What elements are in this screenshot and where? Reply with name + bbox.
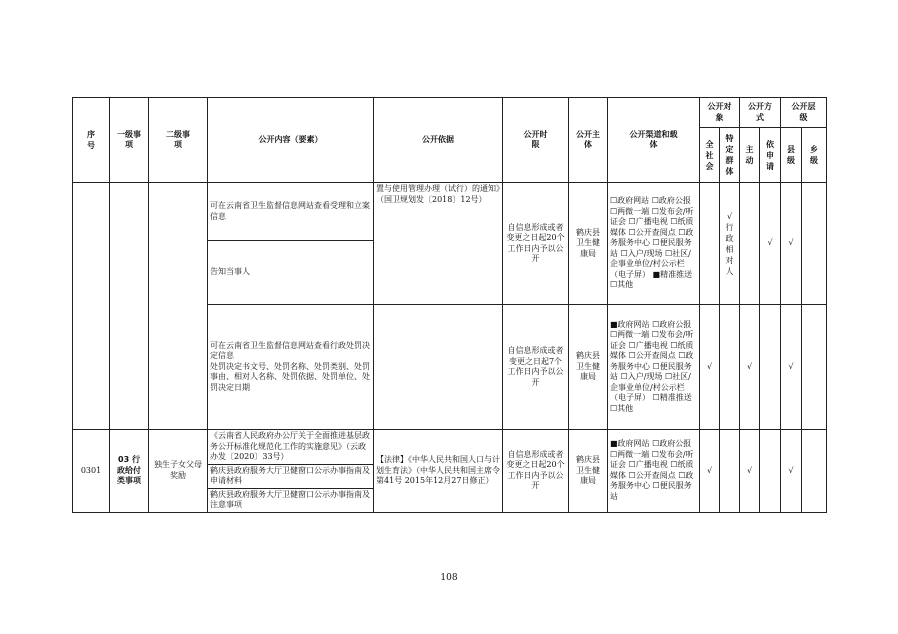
row3-mode-apply (760, 305, 781, 430)
row4-mode-apply (760, 430, 781, 513)
row4-target-specific (720, 430, 740, 513)
header-subject: 公开主体 (569, 98, 608, 183)
row3-content: 可在云南省卫生监督信息网站查看行政处罚决定信息 处罚决定书文号、处罚名称、处罚类别、处罚事由、相对人名称、处罚依据、处罚单位、处罚决定日期 (208, 305, 374, 430)
row4-basis: 【法律】《中华人民共和国人口与计划生育法》（中华人民共和国主席令第41号 2015年12月27日修正） (374, 430, 503, 513)
row4-content-c: 鹤庆县政府服务大厅卫健窗口公示办事指南及注意事项 (208, 488, 374, 512)
row1-content: 可在云南省卫生监督信息网站查看受理和立案信息 (208, 183, 374, 241)
cell-seq-empty (73, 183, 110, 430)
cell-level2-empty (149, 183, 208, 430)
header-target-all: 全社会 (700, 128, 720, 183)
row4-level-town (802, 430, 827, 513)
row3-basis-empty (374, 305, 503, 430)
header-channel: 公开渠道和载体 (608, 98, 700, 183)
page-number: 108 (440, 573, 458, 583)
row12-channels: ☐政府网站 ☐政府公报 ☐两微一端 ☐发布会/听证会 ☐广播电视 ☐纸质媒体 ☐公开查阅点 ☐政务服务中心 ☐便民服务站 ☐入户/现场 ☐社区/企事业单位/村公示栏（电子屏） ■精准推送 ☐其他 (608, 183, 700, 305)
row4-subject: 鹤庆县卫生健康局 (569, 430, 608, 513)
header-level1: 一级事项 (110, 98, 149, 183)
header-mode-apply: 依申请 (760, 128, 781, 183)
header-mode: 公开方式 (740, 98, 781, 128)
row4-level1: 03 行政给付类事项 (110, 430, 149, 513)
row4-target-all: √ (700, 430, 720, 513)
row12-mode-apply: √ (760, 183, 781, 305)
row3-channels: ■政府网站 ☐政府公报 ☐两微一端 ☐发布会/听证会 ☐广播电视 ☐纸质媒体 ☐公开查阅点 ☐政务服务中心 ☐便民服务站 ☐入户/现场 ☐社区/企事业单位/村公示栏（电子屏） ☐精准推送 ☐其他 (608, 305, 700, 430)
header-seq: 序号 (73, 98, 110, 183)
header-level-county: 县级 (781, 128, 802, 183)
row4-content-b: 鹤庆县政府服务大厅卫健窗口公示办事指南及申请材料 (208, 464, 374, 488)
row3-level-town (802, 305, 827, 430)
row12-time: 自信息形成或者变更之日起20个工作日内予以公开 (503, 183, 569, 305)
row3-level-county: √ (781, 305, 802, 430)
row4-level2: 独生子女父母奖励 (149, 430, 208, 513)
header-target: 公开对象 (700, 98, 740, 128)
row4-time: 自信息形成或者变更之日起20个工作日内予以公开 (503, 430, 569, 513)
disclosure-table (72, 97, 827, 513)
row4-level-county: √ (781, 430, 802, 513)
row12-subject: 鹤庆县卫生健康局 (569, 183, 608, 305)
header-level2: 二级事项 (149, 98, 208, 183)
row12-target-all (700, 183, 720, 305)
row3-subject: 鹤庆县卫生健康局 (569, 305, 608, 430)
header-time: 公开时限 (503, 98, 569, 183)
row4-channels: ■政府网站 ☐政府公报 ☐两微一端 ☐发布会/听证会 ☐广播电视 ☐纸质媒体 ☐公开查阅点 ☐政务服务中心 ☐便民服务站 (608, 430, 700, 513)
cell-level1-empty (110, 183, 149, 430)
row3-target-all: √ (700, 305, 720, 430)
header-basis: 公开依据 (374, 98, 503, 183)
row3-target-specific (720, 305, 740, 430)
header-content: 公开内容（要素） (208, 98, 374, 183)
row12-mode-active (740, 183, 760, 305)
row12-level-county: √ (781, 183, 802, 305)
row4-mode-active: √ (740, 430, 760, 513)
row12-basis: 置与使用管理办理（试行）的通知》（国卫规划发〔2018〕12号） (374, 183, 503, 305)
header-level: 公开层级 (781, 98, 827, 128)
row3-mode-active: √ (740, 305, 760, 430)
row4-seq: 0301 (73, 430, 110, 513)
row4-content-a: 《云南省人民政府办公厅关于全面推进基层政务公开标准化规范化工作的实施意见》（云政办发〔2020〕33号） (208, 430, 374, 465)
header-mode-active: 主动 (740, 128, 760, 183)
row12-target-specific: √行政相对人 (720, 183, 740, 305)
header-target-specific: 特定群体 (720, 128, 740, 183)
row2-content: 告知当事人 (208, 241, 374, 305)
row3-time: 自信息形成或者变更之日起7个工作日内予以公开 (503, 305, 569, 430)
header-level-town: 乡级 (802, 128, 827, 183)
row12-level-town (802, 183, 827, 305)
